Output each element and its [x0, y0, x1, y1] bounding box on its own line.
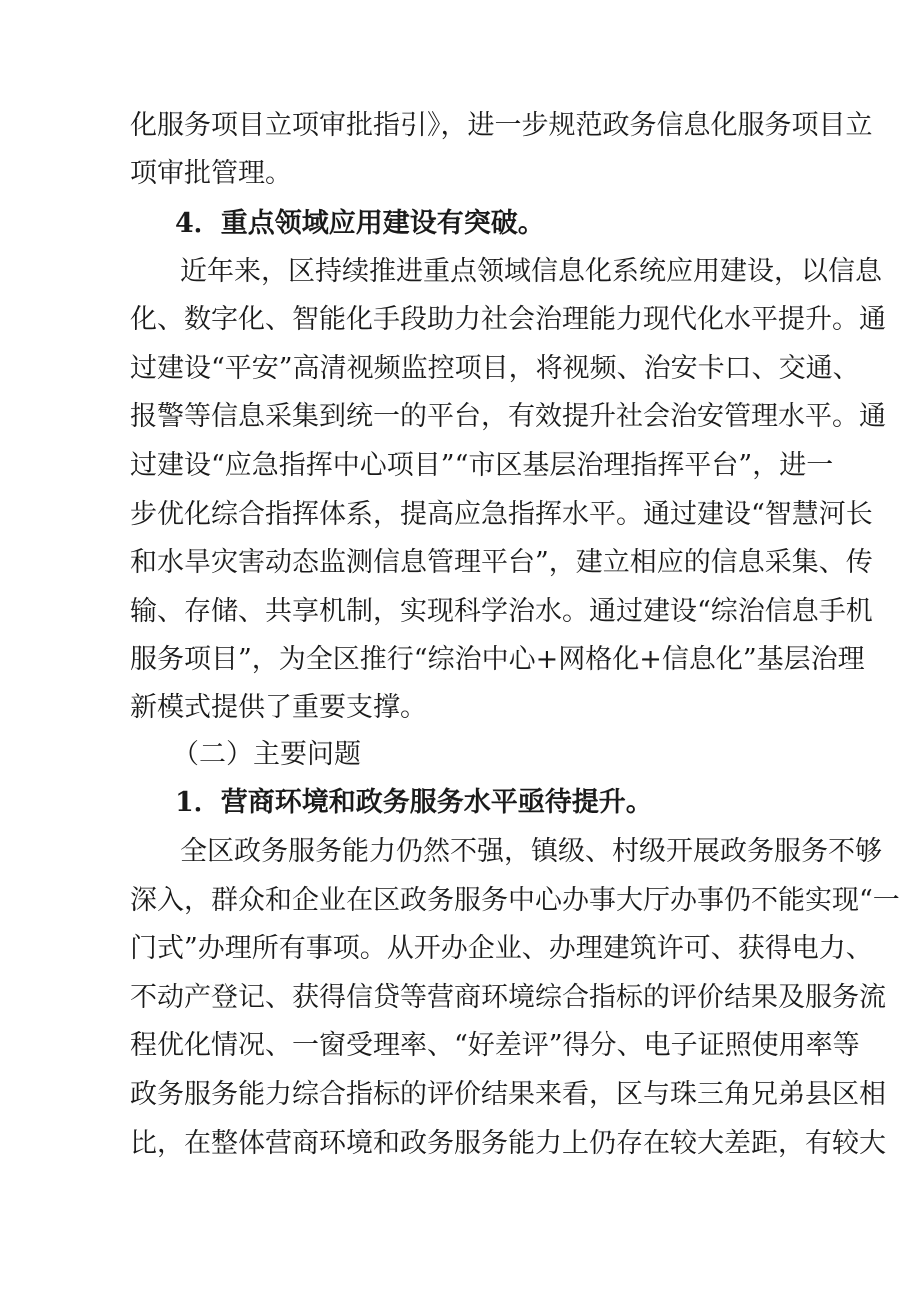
paragraph-line: 过建设“应急指挥中心项目”“市区基层治理指挥平台”，进一: [130, 450, 834, 481]
section-heading: （二）主要问题: [172, 739, 361, 770]
subsection-heading: 1．营商环境和政务服务水平亟待提升。: [175, 787, 653, 818]
paragraph-line: 输、存储、共享机制，实现科学治水。通过建设“综治信息手机: [130, 596, 873, 627]
paragraph-line: 政务服务能力综合指标的评价结果来看，区与珠三角兄弟县区相: [130, 1079, 886, 1110]
section-heading: 4．重点领域应用建设有突破。: [175, 208, 545, 239]
paragraph-line: 步优化综合指挥体系，提高应急指挥水平。通过建设“智慧河长: [130, 499, 873, 530]
paragraph-line: 项审批管理。: [130, 158, 292, 189]
paragraph-line: 门式”办理所有事项。从开办企业、办理建筑许可、获得电力、: [130, 933, 873, 964]
paragraph-line: 过建设“平安”高清视频监控项目，将视频、治安卡口、交通、: [130, 353, 860, 384]
paragraph-line: 和水旱灾害动态监测信息管理平台”，建立相应的信息采集、传: [130, 547, 873, 578]
paragraph-line: 化服务项目立项审批指引》，进一步规范政务信息化服务项目立: [130, 110, 873, 141]
paragraph-line: 报警等信息采集到统一的平台，有效提升社会治安管理水平。通: [130, 401, 886, 432]
paragraph-line: 比，在整体营商环境和政务服务能力上仍存在较大差距，有较大: [130, 1128, 886, 1159]
paragraph-line: 全区政务服务能力仍然不强，镇级、村级开展政务服务不够: [180, 836, 882, 867]
paragraph-line: 化、数字化、智能化手段助力社会治理能力现代化水平提升。通: [130, 304, 886, 335]
paragraph-line: 服务项目”，为全区推行“综治中心+网格化+信息化”基层治理: [130, 644, 865, 675]
paragraph-line: 新模式提供了重要支撑。: [130, 692, 427, 723]
paragraph-line: 程优化情况、一窗受理率、“好差评”得分、电子证照使用率等: [130, 1030, 860, 1061]
paragraph-line: 深入，群众和企业在区政务服务中心办事大厅办事仍不能实现“一: [130, 885, 900, 916]
paragraph-line: 近年来，区持续推进重点领域信息化系统应用建设，以信息: [180, 256, 882, 287]
paragraph-line: 不动产登记、获得信贷等营商环境综合指标的评价结果及服务流: [130, 982, 886, 1013]
